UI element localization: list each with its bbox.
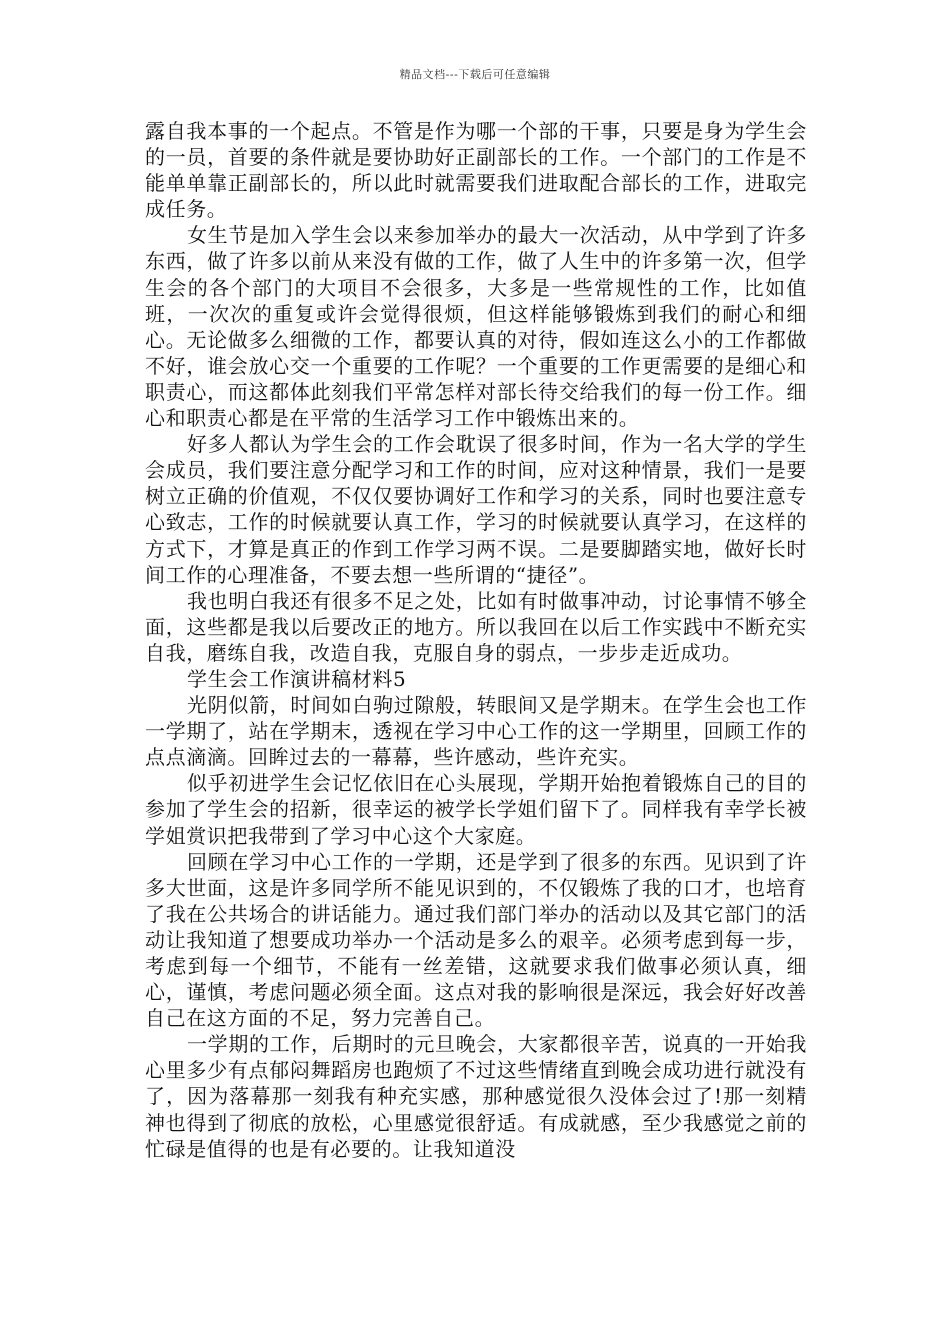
paragraph: 好多人都认为学生会的工作会耽误了很多时间，作为一名大学的学生会成员，我们要注意分配学习和工作的时间，应对这种情景，我们一是要树立正确的价值观，不仅仅要协调好工作和学习的关系，同时也要注意专心致志，工作的时候就要认真工作，学习的时候就要认真学习，在这样的方式下，才算是真正的作到工作学习两不误。二是要脚踏实地，做好长时间工作的心理准备，不要去想一些所谓的“捷径”。 [145, 432, 807, 587]
paragraph: 回顾在学习中心工作的一学期，还是学到了很多的东西。见识到了许多大世面，这是许多同学所不能见识到的，不仅锻炼了我的口才，也培育了我在公共场合的讲话能力。通过我们部门举办的活动以及其它部门的活动让我知道了想要成功举办一个活动是多么的艰辛。必须考虑到每一步，考虑到每一个细节，不能有一丝差错，这就要求我们做事必须认真，细心，谨慎，考虑问题必须全面。这点对我的影响很是深远，我会好好改善自己在这方面的不足，努力完善自己。 [145, 849, 807, 1031]
paragraph: 光阴似箭，时间如白驹过隙般，转眼间又是学期末。在学生会也工作一学期了，站在学期末，透视在学习中心工作的这一学期里，回顾工作的点点滴滴。回眸过去的一幕幕，些许感动，些许充实。 [145, 693, 807, 770]
paragraph: 露自我本事的一个起点。不管是作为哪一个部的干事，只要是身为学生会的一员，首要的条件就是要协助好正副部长的工作。一个部门的工作是不能单单靠正副部长的，所以此时就需要我们进取配合部长的工作，进取完成任务。 [145, 119, 807, 222]
section-heading: 学生会工作演讲稿材料5 [187, 666, 407, 691]
paragraph: 女生节是加入学生会以来参加举办的最大一次活动，从中学到了许多东西，做了许多以前从来没有做的工作，做了人生中的许多第一次，但学生会的各个部门的大项目不会很多，大多是一些常规性的工作，比如值班，一次次的重复或许会觉得很烦，但这样能够锻炼到我们的耐心和细心。无论做多么细微的工作，都要认真的对待，假如连这么小的工作都做不好，谁会放心交一个重要的工作呢？一个重要的工作更需要的是细心和职责心，而这都体此刻我们平常怎样对部长待交给我们的每一份工作。细心和职责心都是在平常的生活学习工作中锻炼出来的。 [145, 223, 807, 431]
document-body [145, 118, 807, 1162]
paragraph: 我也明白我还有很多不足之处，比如有时做事冲动，讨论事情不够全面，这些都是我以后要改正的地方。所以我回在以后工作实践中不断充实自我，磨练自我，改造自我，克服自身的弱点，一步步走近成功。 [145, 588, 807, 665]
paragraph: 似乎初进学生会记忆依旧在心头展现，学期开始抱着锻炼自己的目的参加了学生会的招新，很幸运的被学长学姐们留下了。同样我有幸学长被学姐赏识把我带到了学习中心这个大家庭。 [145, 771, 807, 848]
page-header: 精品文档---下载后可任意编辑 [399, 68, 551, 81]
paragraph: 一学期的工作，后期时的元旦晚会，大家都很辛苦，说真的一开始我心里多少有点郁闷舞蹈房也跑烦了不过这些情绪直到晚会成功进行就没有了，因为落幕那一刻我有种充实感，那种感觉很久没体会过了!那一刻精神也得到了彻底的放松，心里感觉很舒适。有成就感，至少我感觉之前的忙碌是值得的也是有必要的。让我知道没 [145, 1032, 807, 1161]
